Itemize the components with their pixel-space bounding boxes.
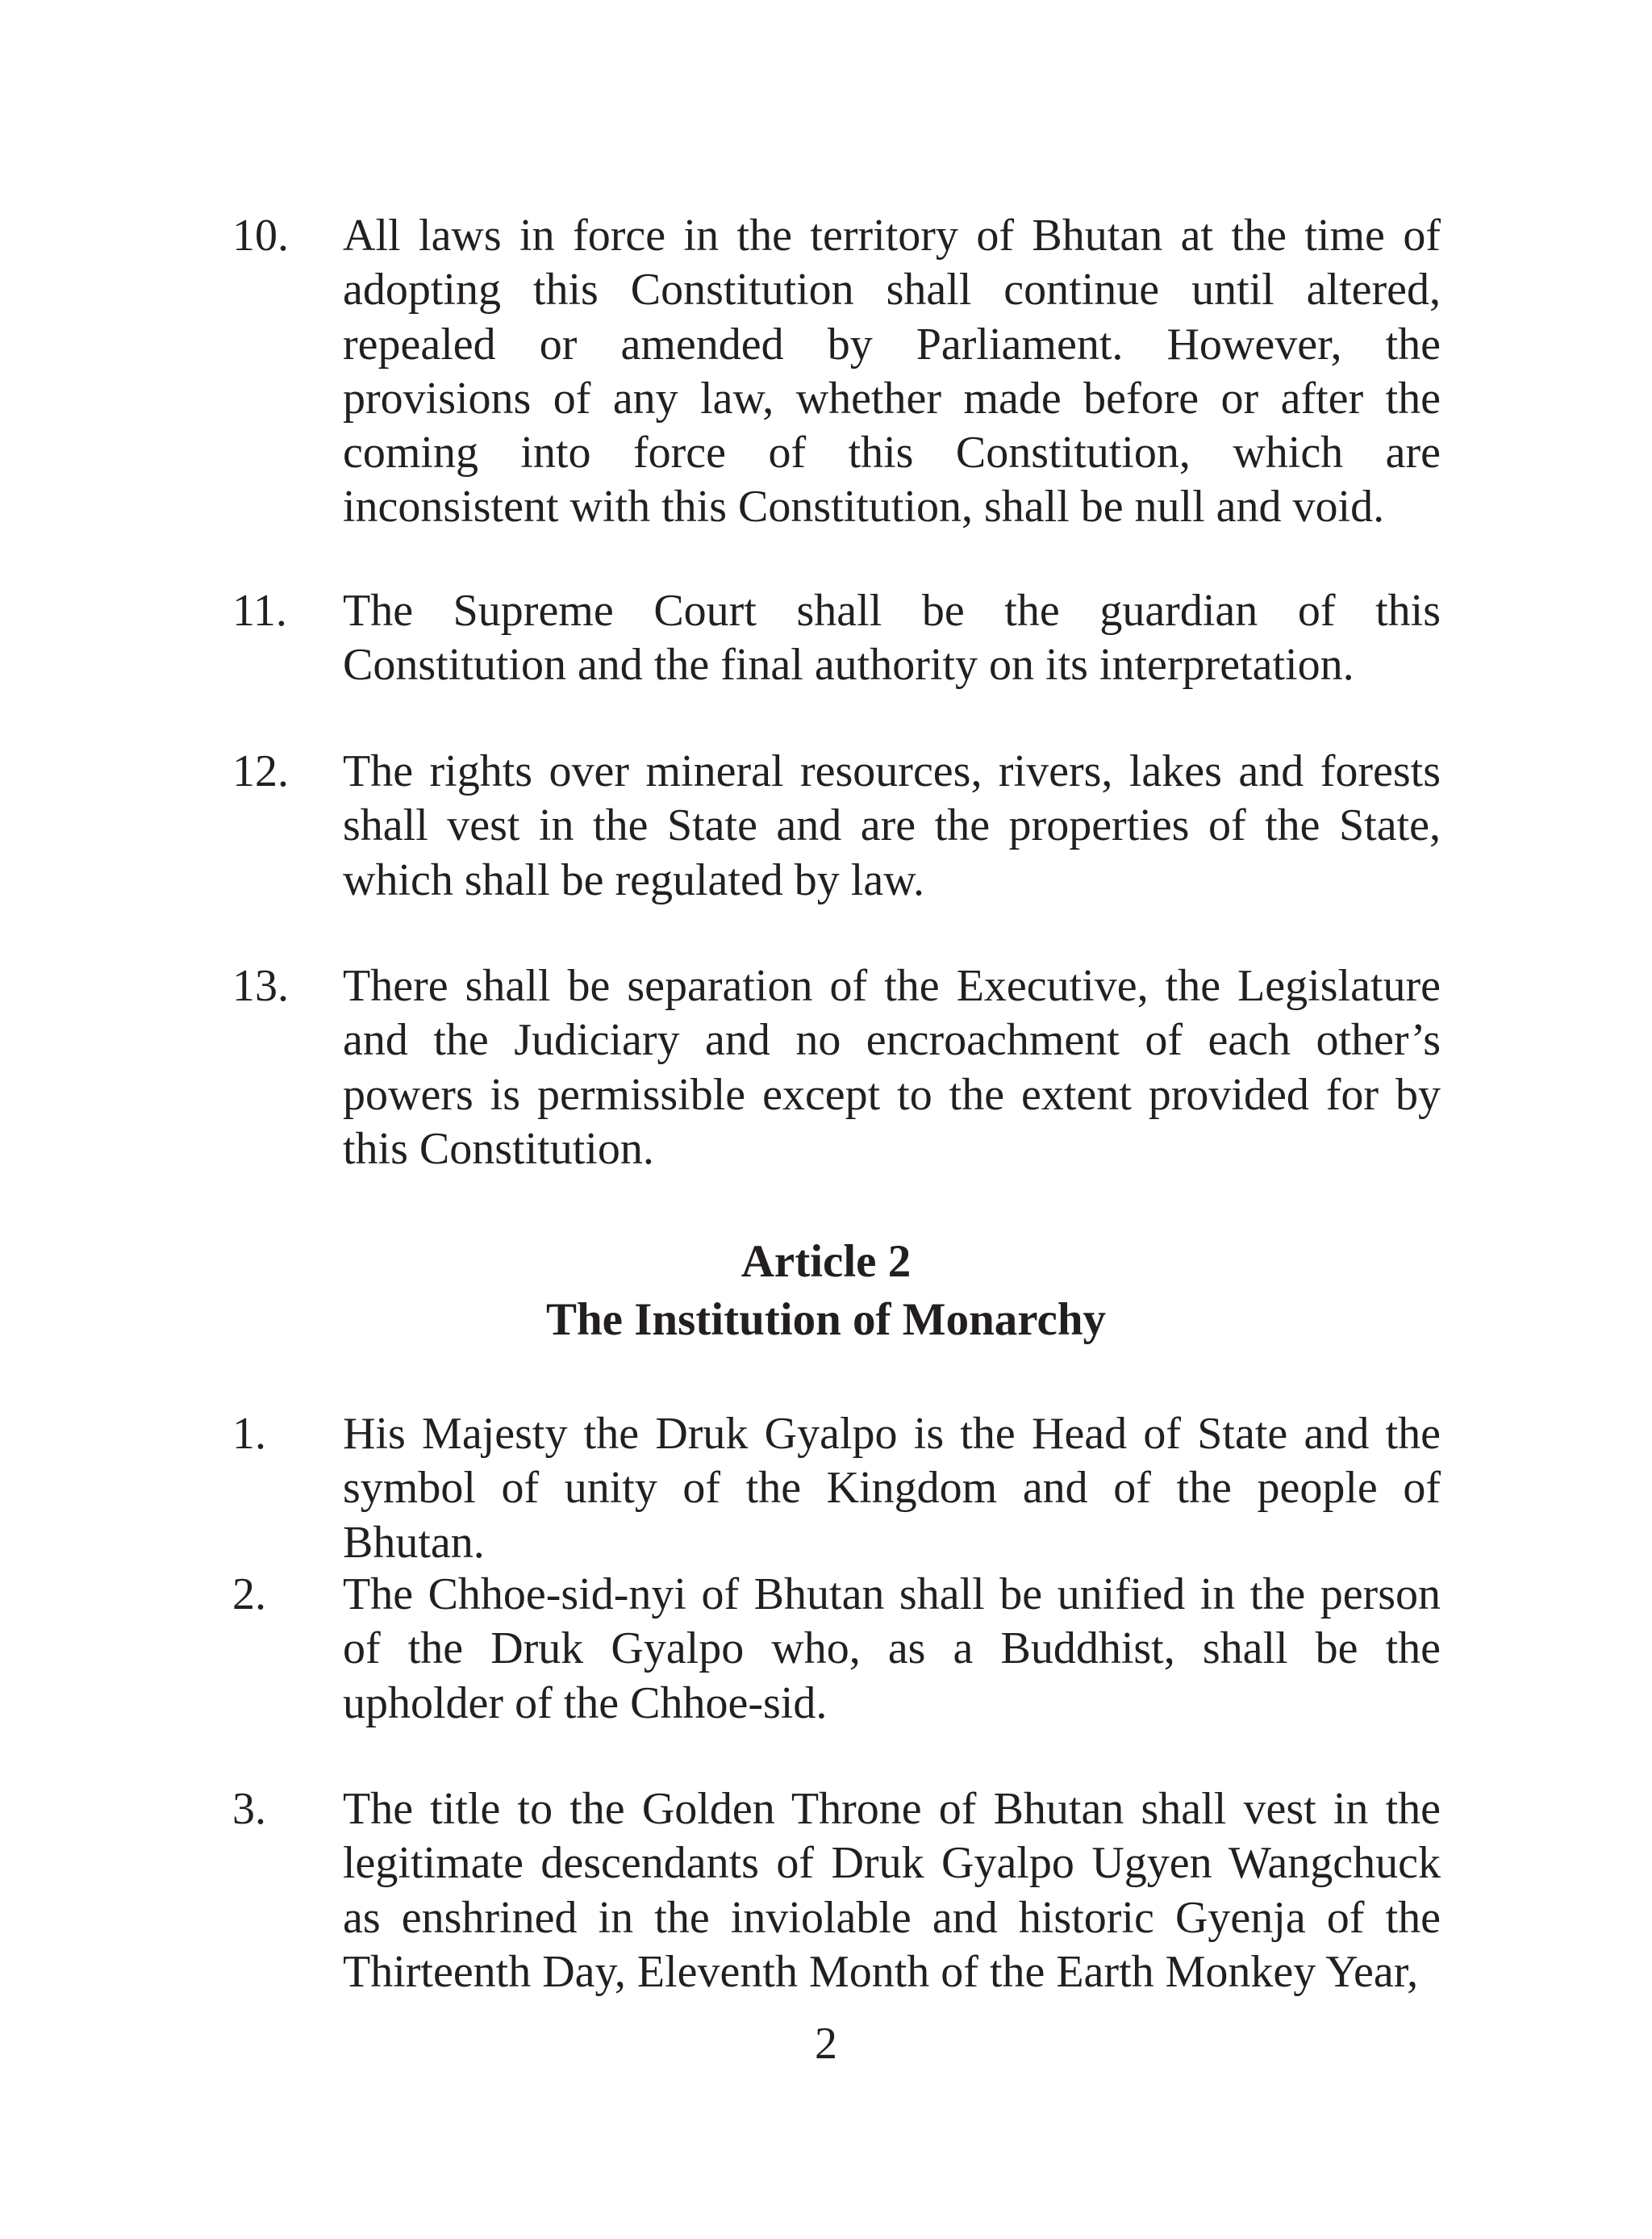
clause-text: The Supreme Court shall be the guardian of this Constitution and the final authority on its interpretation. bbox=[343, 586, 1441, 691]
clause-number: 12. bbox=[232, 746, 289, 796]
clause-3 bbox=[232, 1782, 1441, 1999]
clause-number: 1. bbox=[232, 1409, 266, 1459]
clause-10 bbox=[232, 209, 1441, 535]
clause-number: 10. bbox=[232, 211, 289, 261]
clause-text: There shall be separation of the Executive, the Legislature and the Judiciary and no encroachment of each other’s powers is permissible except to the extent provided for by this Constitution. bbox=[343, 961, 1441, 1174]
clause-text: His Majesty the Druk Gyalpo is the Head of State and the symbol of unity of the Kingdom and of the people of Bhutan. bbox=[343, 1409, 1441, 1568]
clause-number: 13. bbox=[232, 961, 289, 1011]
clause-number: 11. bbox=[232, 586, 287, 636]
clause-text: All laws in force in the territory of Bhutan at the time of adopting this Constitution shall continue until altered, repealed or amended by Parliament. However, the provisions of any law, whether made before or after the coming into force of this Constitution, which are inconsistent with this Constitution, shall be null and void. bbox=[343, 211, 1441, 533]
clause-1 bbox=[232, 1407, 1441, 1570]
clause-13 bbox=[232, 959, 1441, 1176]
clause-text: The title to the Golden Throne of Bhutan shall vest in the legitimate descendants of Druk Gyalpo Ugyen Wangchuck as enshrined in the inviolable and historic Gyenja of the Thirteenth Day, Eleventh Month of the Earth Monkey Year, bbox=[343, 1784, 1441, 1997]
page-number: 2 bbox=[815, 2019, 837, 2069]
article-title: The Institution of Monarchy bbox=[545, 1294, 1107, 1345]
article-label: Article 2 bbox=[740, 1236, 912, 1287]
clause-text: The Chhoe-sid-nyi of Bhutan shall be unified in the person of the Druk Gyalpo who, as a Buddhist, shall be the upholder of the Chhoe-sid. bbox=[343, 1569, 1441, 1728]
clause-11 bbox=[232, 584, 1441, 693]
clause-number: 3. bbox=[232, 1784, 266, 1834]
clause-text: The rights over mineral resources, rivers, lakes and forests shall vest in the State and are the properties of the State, which shall be regulated by law. bbox=[343, 746, 1441, 905]
clause-number: 2. bbox=[232, 1569, 266, 1619]
clause-2 bbox=[232, 1568, 1441, 1731]
clause-12 bbox=[232, 745, 1441, 908]
